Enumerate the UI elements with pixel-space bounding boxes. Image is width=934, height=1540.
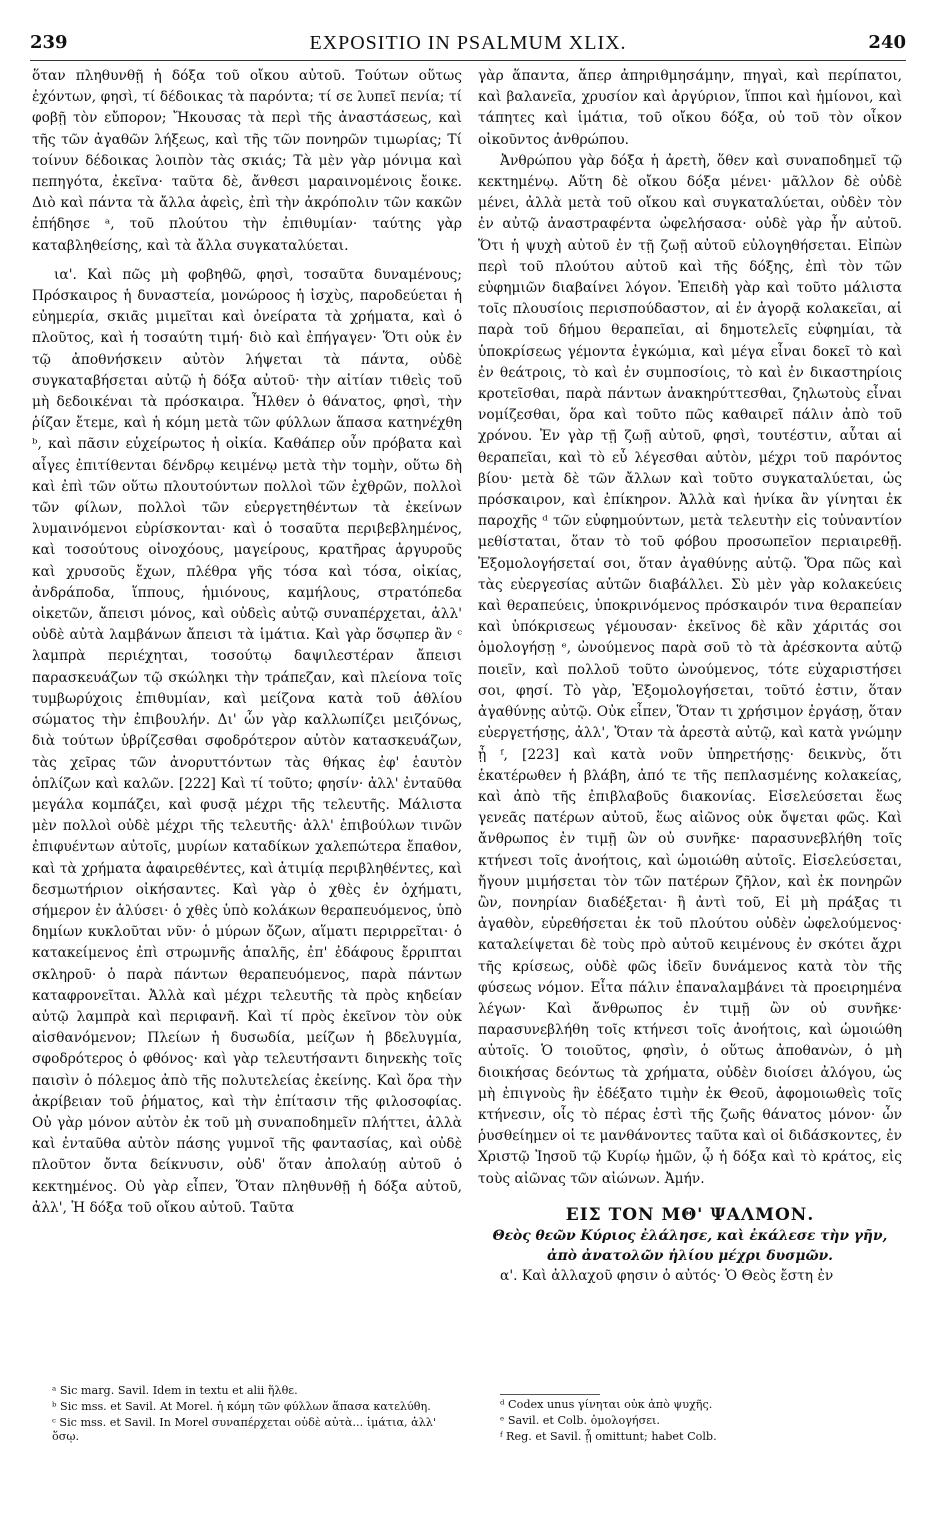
running-title: EXPOSITIO IN PSALMUM XLIX. <box>309 32 627 54</box>
page-number-right: 240 <box>868 32 906 53</box>
footnote-a: ᵃ Sic marg. Savil. Idem in textu et alii ἥλθε. <box>52 1384 298 1397</box>
footnote-f: ᶠ Reg. et Savil. ᾖ omittunt; habet Colb. <box>500 1429 717 1443</box>
left-paragraph-2: ια'. Καὶ πῶς μὴ φοβηθῶ, φησὶ, τοσαῦτα δυναμένους; Πρόσκαιρος ἡ δυναστεία, μονώροος ἡ ἰσχὺς, παροδεύεται ἡ εὐημερία, σκιᾶς μιμεῖται καὶ ὀνείρατα τὰ χρήματα, καὶ ὁ πλοῦτος, καὶ ἡ τοσαύτη τιμή· διὸ καὶ ἐπήγαγεν· Ὅτι οὐκ ἐν τῷ ἀποθνήσκειν αὐτὸν λήψεται τὰ πάντα, οὐδὲ συγκαταβήσεται αὐτῷ ἡ δόξα αὐτοῦ· τὴν αἰτίαν τιθεὶς τοῦ μὴ δεδοικέναι τὰ πρόσκαιρα. Ἦλθεν ὁ θάνατος, φησὶ, τὴν ῥίζαν ἔτεμε, καὶ ἡ κόμη μετὰ τῶν φύλλων ἅπασα κατηνέχθη ᵇ, καὶ πᾶσιν εὐχείρωτος ἡ οἰκία. Καθάπερ οὖν πρόβατα καὶ αἶγες ἐπιτίθενται δένδρῳ κειμένῳ μετὰ τὴν τομὴν, οὕτω δὴ καὶ ἐπὶ τῶν οὕτω πλουτούντων πολλοὶ τῶν ἐχθρῶν, πολλοὶ τῶν φίλων, πολλοὶ τῶν εὐεργετηθέντων τὰ ἐκείνων λυμαινόμενοι εὑρίσκονται· καὶ ὁ τοσαῦτα περιβεβλημένος, καὶ τοσούτους οἰνοχόους, μαγείρους, κρατῆρας ἀργυροῦς καὶ χρυσοῦς ἔχων, πλέθρα γῆς τόσα καὶ τόσα, οἰκίας, ἀνδράποδα, ἵππους, ἡμιόνους, καμήλους, στρατόπεδα οἰκετῶν, ἄπεισι μόνος, καὶ οὐδεὶς αὐτῷ συναπέρχεται, ἀλλ' οὐδὲ αὐτὰ λαμβάνων ἄπεισι τὰ ἱμάτια. Καὶ γὰρ ὅσῳπερ ἂν ᶜ λαμπρὰ περιέχηται, τοσούτῳ δαψιλεστέραν ἄπεισι παρασκευάζων τῷ σκώληκι τὴν τράπεζαν, καὶ πλείονα τοῖς τυμβωρύχοις ἐπιθυμίαν, καὶ μείζονα κατὰ τοῦ ἀθλίου σώματος τὴν ἐπιβουλήν. Δι' ὧν γὰρ καλλωπίζει μειζόνως, διὰ τούτων ὑβρίζεσθαι σφοδρότερον αὐτὸν κατασκευάζων, τὰς χεῖρας τῶν ἀνορυττόντων τὰς θήκας ἐφ' ἑαυτὸν ὁπλίζων καὶ καλῶν. [222] Καὶ τί τοῦτο; φησίν· ἀλλ' ἐνταῦθα μεγάλα κομπάζει, καὶ φυσᾷ μέχρι τῆς τελευτῆς. Μάλιστα μὲν πολλοὶ οὐδὲ μέχρι τῆς τελευτῆς· ἀλλ' ἐπιβούλων τινῶν ἐπιφυέντων αὐτοῖς, μυρίων καταδίκων χαλεπώτερα ἔπαθον, καὶ τὰ χρήματα ἀφαιρεθέντες, καὶ ἀτιμίᾳ περιβληθέντες, καὶ δεσμωτήριον οἰκήσαντες. Καὶ γὰρ ὁ χθὲς ἐν ὀχήματι, σήμερον ἐν ἁλύσει· ὁ χθὲς ὑπὸ κολάκων θεραπευόμενος, ὑπὸ δημίων κυκλοῦται νῦν· ὁ μύρων ὄζων, αἵματι περιρρεῖται· ὁ κατακείμενος ἐπὶ στρωμνῆς ἁπαλῆς, ἐπ' ἐδάφους ἔρριπται σκληροῦ· ὁ παρὰ πάντων θεραπευόμενος, παρὰ πάντων καταφρονεῖται. Ἀλλὰ καὶ μέχρι τελευτῆς τὰ πρὸς κηδείαν αὐτῷ λαμπρὰ καὶ περιφανῆ. Καὶ τί πρὸς ἐκεῖνον τὸν οὐκ αἰσθανόμενον; Πλείων ἡ δυσωδία, μείζων ἡ βδελυγμία, σφοδρότερος ὁ φθόνος· καὶ γὰρ τελευτήσαντι διηνεκὴς τοῖς παισὶν ὁ πόλεμος ἀπὸ τῆς πολυτελείας ἐκείνης. Καὶ ὅρα τὴν ἀκρίβειαν τοῦ ῥήματος, καὶ τὴν ἐπίτασιν τῆς φιλοσοφίας. Οὐ γὰρ μόνον αὐτὸν ἐκ τοῦ μὴ συναποδημεῖν πλήττει, ἀλλὰ καὶ ἐνταῦθα αὐτὸν πάσης γυμνοῖ τῆς φαντασίας, καὶ οὐδὲ πλοῦτον ὄντα δείκνυσιν, οὐδ' ὅταν ἀπολαύῃ αὐτοῦ ὁ κεκτημένος. Οὐ γὰρ εἶπεν, Ὅταν πληθυνθῇ ἡ δόξα αὐτοῦ, ἀλλ', Ἡ δόξα τοῦ οἴκου αὐτοῦ. Ταῦτα <box>32 266 462 1216</box>
right-column <box>478 66 902 1287</box>
running-head <box>30 32 906 56</box>
footnote-b: ᵇ Sic mss. et Savil. At Morel. ἡ κόμη τῶν φύλλων ἅπασα κατελύθη. <box>52 1399 431 1413</box>
psalm-verse: Θεὸς θεῶν Κύριος ἐλάλησε, καὶ ἐκάλεσε τὴν γῆν, ἀπὸ ἀνατολῶν ἡλίου μέχρι δυσμῶν. <box>492 1227 888 1264</box>
left-column <box>32 66 462 1219</box>
footnote-rule <box>500 1394 600 1395</box>
header-rule <box>30 60 906 61</box>
psalm-heading: ΕΙΣ ΤΟΝ ΜΘ' ΨΑΛΜΟΝ. <box>565 1204 815 1225</box>
footnotes-left <box>52 1384 456 1446</box>
left-paragraph-1: ὅταν πληθυνθῇ ἡ δόξα τοῦ οἴκου αὐτοῦ. Τούτων οὕτως ἐχόντων, φησὶ, τί δέδοικας τὰ παρόντα; τί σε λυπεῖ πενία; τί φοβῇ τὸν εὔπορον; Ἤκουσας τὰ περὶ τῆς ἀναστάσεως, καὶ τῆς τῶν ἀγαθῶν λήξεως, καὶ τῆς τῶν πονηρῶν τιμωρίας; Τί τοίνυν δέδοικας λοιπὸν τὰς σκιάς; Τὰ μὲν γὰρ μόνιμα καὶ πεπηγότα, ἐκεῖνα· ταῦτα δὲ, ἄνθεσι μαραινομένοις ἔοικε. Διὸ καὶ πάντα τὰ ἄλλα ἀφεὶς, ἐπὶ τὴν ἀκρόπολιν τῶν κακῶν ἐπήδησε ᵃ, τοῦ πλούτου τὴν ἐπιθυμίαν· ταύτης γὰρ καταβληθείσης, καὶ τὰ ἄλλα συγκαταλύεται. <box>32 68 462 254</box>
footnotes-right <box>500 1398 880 1445</box>
footnote-e: ᵉ Savil. et Colb. ὁμολογήσει. <box>500 1413 660 1427</box>
footnote-c: ᶜ Sic mss. et Savil. In Morel συναπέρχεται οὐδὲ αὐτὰ... ἱμάτια, ἀλλ' ὅσῳ. <box>52 1415 436 1444</box>
page-number-left: 239 <box>30 32 68 53</box>
right-paragraph-2: Ἀνθρώπου γὰρ δόξα ἡ ἀρετὴ, ὅθεν καὶ συναποδημεῖ τῷ κεκτημένῳ. Αὕτη δὲ οἴκου δόξα μένει· μᾶλλον δὲ οὐδὲ μένει, ἀλλὰ μετὰ τοῦ οἴκου καὶ συγκαταλύεται, οὐδὲν τὸν ἐν αὐτῷ ἀναστραφέντα ὠφελήσασα· οὐδὲ γὰρ ἦν αὐτοῦ. Ὅτι ἡ ψυχὴ αὐτοῦ ἐν τῇ ζωῇ αὐτοῦ εὐλογηθήσεται. Εἰπὼν περὶ τοῦ πλούτου αὐτοῦ καὶ τῆς δόξης, ἐπὶ τὸν τῶν εὐφημιῶν διαβαίνει λόγον. Ἐπειδὴ γὰρ καὶ τοῦτο μάλιστα τοῖς πλουσίοις περισπούδαστον, αἱ ἐν ἀγορᾷ κολακεῖαι, αἱ παρὰ τοῦ δήμου θεραπεῖαι, αἱ δημοτελεῖς εὐφημίαι, τὰ ὑποκρίσεως γέμοντα ἐγκώμια, καὶ μέγα εἶναι δοκεῖ τὸ καὶ ἐν θεάτροις, τὸ καὶ ἐν συμποσίοις, τὸ καὶ ἐν δικαστηρίοις κροτεῖσθαι, παρὰ πάντων ἀνακηρύττεσθαι, ζηλωτοὺς εἶναι νομίζεσθαι, ὅρα καὶ τοῦτο πῶς καθαιρεῖ πάλιν ἀπὸ τοῦ χρόνου. Ἐν γὰρ τῇ ζωῇ αὐτοῦ, φησὶ, τουτέστιν, αὗται αἱ θεραπεῖαι, καὶ τὸ εὖ λέγεσθαι αὐτὸν, μέχρι τοῦ παρόντος βίου· μετὰ δὲ τῶν ἄλλων καὶ τοῦτο συγκαταλύεται, ὡς πρόσκαιρον, καὶ ἐπίκηρον. Ἀλλὰ καὶ ἡνίκα ἂν γίνηται ἐκ παροχῆς ᵈ τῶν εὐφημούντων, μετὰ τελευτὴν εἰς τοὐναντίον μεθίσταται, ὅταν τὸ τοῦ φόβου προσωπεῖον περιαιρεθῇ. Ἐξομολογήσεταί σοι, ὅταν ἀγαθύνῃς αὐτῷ. Ὅρα πῶς καὶ τὰς εὐεργεσίας αὐτῶν διαβάλλει. Σὺ μὲν γὰρ κολακεύεις καὶ θεραπεύεις, ὑποκρινόμενος πρόσκαιρόν τινα θεραπείαν καὶ ὑπόκρισεως γέμουσαν· ἐκεῖνος δὲ κἂν χάριτάς σοι ὁμολογήσῃ ᵉ, ὠνούμενος παρὰ σοῦ τὸ τὰ ἀρέσκοντα αὐτῷ ποιεῖν, καὶ πολλοῦ τοῦτο ὠνούμενος, τότε εὐχαριστήσει σοι, φησί. Τὸ γὰρ, Ἐξομολογήσεται, τοῦτό ἐστιν, ὅταν ἀγαθύνῃς αὐτῷ. Οὐκ εἶπεν, Ὅταν τι χρήσιμον ἐργάσῃ, ὅταν εὐεργετήσῃς, ἀλλ', Ὅταν τὰ ἀρεστὰ αὐτῷ, καὶ κατὰ γνώμην ᾖ ᶠ, [223] καὶ κατὰ νοῦν ὑπηρετήσῃς· δεικνὺς, ὅτι ἑκατέρωθεν ἡ βλάβη, ἀπό τε τῆς πεπλασμένης κολακείας, καὶ ἀπὸ τῆς ἐπιβλαβοῦς διακονίας. Εἰσελεύσεται ἕως γενεᾶς πατέρων αὐτοῦ, ἕως αἰῶνος οὐκ ὄψεται φῶς. Καὶ ἄνθρωπος ἐν τιμῇ ὢν οὐ συνῆκε· παρασυνεβλήθη τοῖς κτήνεσι τοῖς ἀνοήτοις, καὶ ὡμοιώθη αὐτοῖς. Εἰσελεύσεται, ἤγουν μιμήσεται τὸν τῶν πατέρων ζῆλον, καὶ ἐκ πονηρῶν ὢν, πονηρίαν διαδέξεται· ἢ ἀντὶ τοῦ, Εἰ μὴ πράξας τι ἀγαθὸν, εὑρεθήσεται ἐκ τοῦ πλούτου οὐδὲν ὠφελούμενος· καταλείψεται δὲ τοὺς πρὸ αὐτοῦ κειμένους ἐν σκότει ἄχρι τῆς κρίσεως, οὐδὲ φῶς ἰδεῖν δυνάμενος κατὰ τὸν τῆς φύσεως νόμον. Εἶτα πάλιν ἐπαναλαμβάνει τὰ προειρημένα λέγων· Καὶ ἄνθρωπος ἐν τιμῇ ὢν οὐ συνῆκε· παρασυνεβλήθη τοῖς κτήνεσι τοῖς ἀνοήτοις, καὶ ὡμοιώθη αὐτοῖς. Ὁ τοιοῦτος, φησὶν, ὁ οὕτως ἀποθανὼν, ὁ μὴ διοικήσας δεόντως τὰ χρήματα, οὐδὲν διοίσει ἀλόγου, ὡς μὴ ἐπιγνοὺς ἣν ἐδέξατο τιμὴν ἐκ Θεοῦ, ἀφομοιωθεὶς τοῖς κτήνεσιν, οἷς τὸ πέρας ἐστὶ τῆς ζωῆς θάνατος μόνον· ὧν ῥυσθείημεν οἱ τε μανθάνοντες ταῦτα καὶ οἱ διδάσκοντες, ἐν Χριστῷ Ἰησοῦ τῷ Κυρίῳ ἡμῶν, ᾧ ἡ δόξα καὶ τὸ κράτος, εἰς τοὺς αἰῶνας τῶν αἰώνων. Ἀμήν. <box>478 152 902 1187</box>
right-paragraph-1: γὰρ ἅπαντα, ἅπερ ἀπηριθμησάμην, πηγαὶ, καὶ περίπατοι, καὶ βαλανεῖα, χρυσίον καὶ ἀργύριον, ἵπποι καὶ ἡμίονοι, καὶ τάπητες καὶ ἱμάτια, τοῦ οἴκου δόξα, οὐ τοῦ τὸν οἶκον οἰκοῦντος ἀνθρώπου. <box>478 68 902 148</box>
footnote-d: ᵈ Codex unus γίνηται οὐκ ἀπὸ ψυχῆς. <box>500 1398 713 1411</box>
right-paragraph-3: α'. Καὶ ἀλλαχοῦ φησιν ὁ αὐτός· Ὁ Θεὸς ἔστη ἐν <box>500 1267 834 1284</box>
